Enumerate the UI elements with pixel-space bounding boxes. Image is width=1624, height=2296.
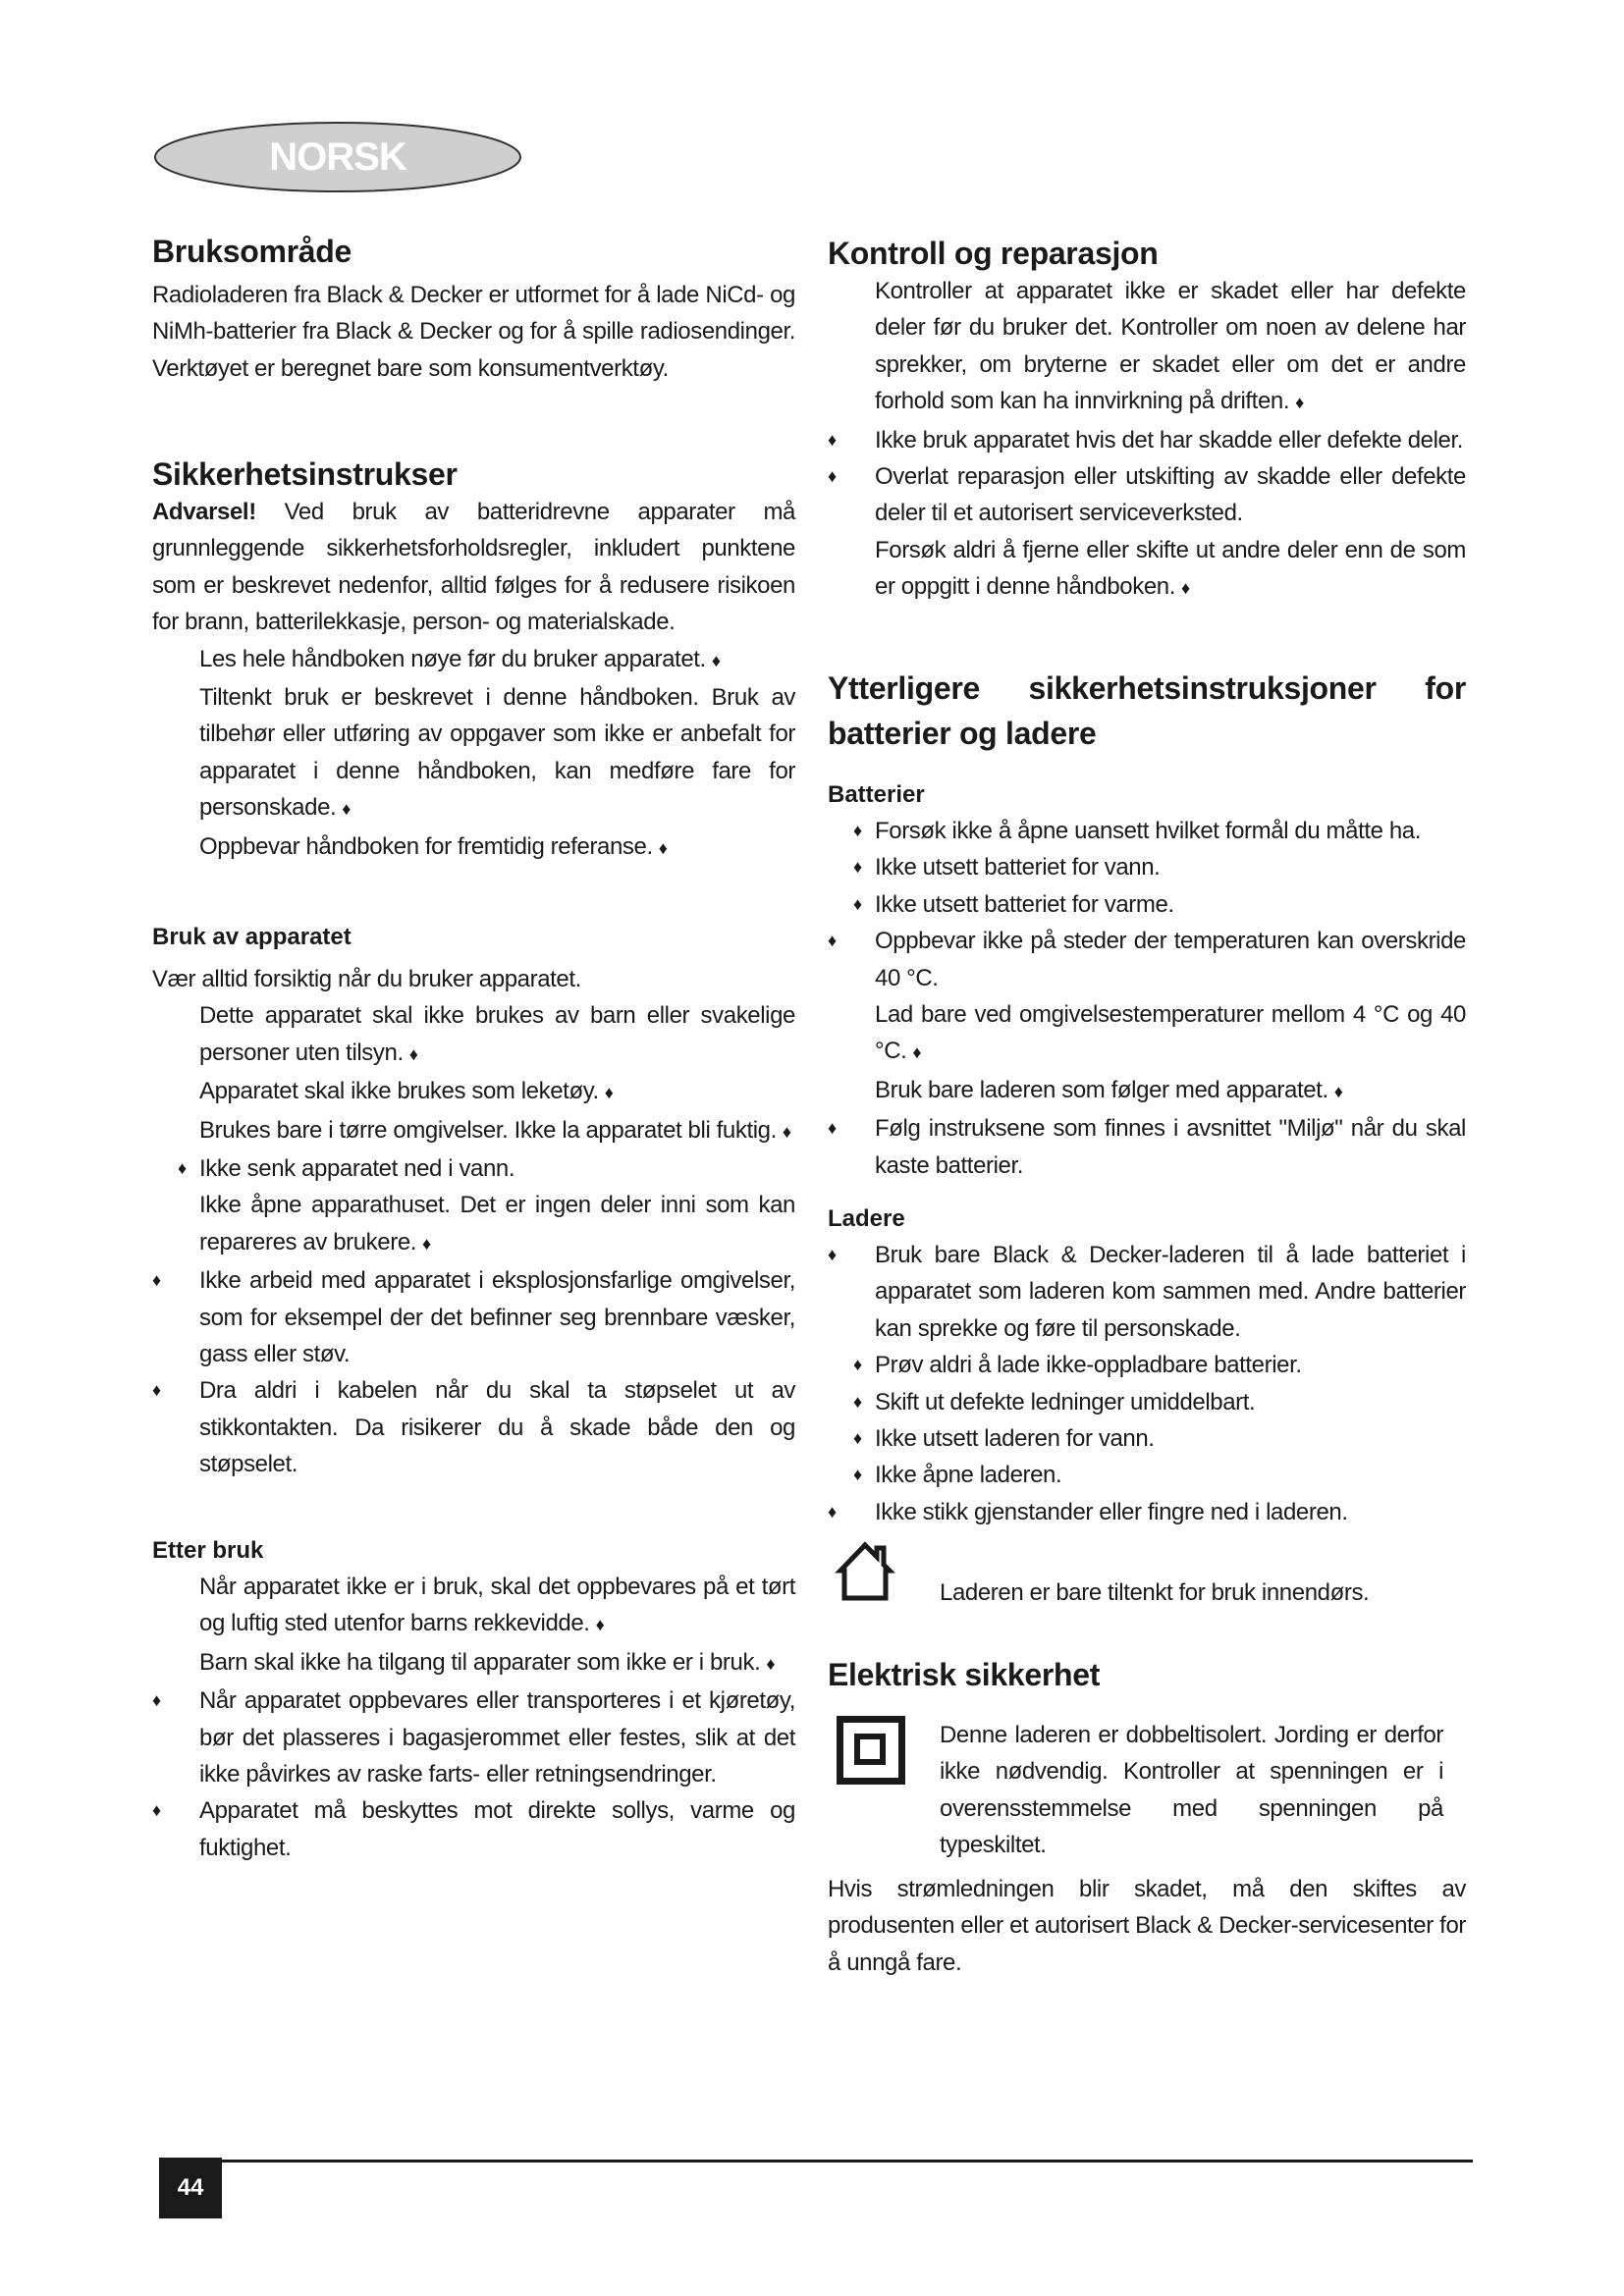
item-text: Ikke åpne apparathuset. Det er ingen deler inni som kan repareres av brukere. <box>199 1192 795 1255</box>
section-etter-bruk <box>152 1533 795 1866</box>
list-item <box>152 1792 795 1866</box>
list-item <box>199 679 795 828</box>
list-item <box>199 1187 795 1262</box>
item-text: Barn skal ikke ha tilgang til apparater som ikke er i bruk. <box>199 1648 761 1676</box>
list-item <box>853 849 1466 885</box>
item-text: Apparatet må beskyttes mot direkte sollys, varme og fuktighet. <box>199 1797 795 1861</box>
item-text: Forsøk aldri å fjerne eller skifte ut andre deler enn de som er oppgitt i denne håndboken. <box>875 536 1466 601</box>
heading-batterier: Batterier <box>828 781 925 808</box>
bullet-icon: ♦ <box>828 1118 837 1139</box>
item-text: Skift ut defekte ledninger umiddelbart. <box>875 1388 1256 1415</box>
bullet-icon: ♦ <box>152 1380 161 1401</box>
indoor-note: Laderen er bare tiltenkt for bruk innendørs. <box>940 1579 1370 1606</box>
cord-text: Hvis strømledningen blir skadet, må den skiftes av produsenten eller et autorisert Black & Decker-servicesenter for å unngå fare. <box>828 1876 1466 1976</box>
item-text: Lad bare ved omgivelsestemperaturer mellom 4 °C og 40 °C. <box>875 1001 1466 1065</box>
double-insulation-icon <box>837 1716 905 1785</box>
item-text: Oppbevar håndboken for fremtidig referanse. <box>199 832 653 860</box>
bullet-icon: ♦ <box>711 650 721 670</box>
bullet-icon: ♦ <box>152 1270 161 1291</box>
bullet-icon: ♦ <box>408 1043 418 1064</box>
list-item <box>178 1150 795 1187</box>
item-text: Les hele håndboken nøye før du bruker apparatet. <box>199 645 706 672</box>
list-item <box>853 1457 1466 1493</box>
list-item <box>875 1072 1466 1110</box>
item-text: Ikke arbeid med apparatet i eksplosjonsfarlige omgivelser, som for eksempel der det befinner seg brennbare væsker, gass eller støv. <box>199 1267 795 1368</box>
list-item <box>828 458 1466 532</box>
bullet-icon: ♦ <box>152 1690 161 1711</box>
bullet-icon: ♦ <box>828 466 837 487</box>
list-item <box>828 923 1466 996</box>
bullet-icon: ♦ <box>912 1042 922 1063</box>
item-text: Ikke stikk gjenstander eller fingre ned i laderen. <box>875 1498 1348 1525</box>
list-item <box>152 1682 795 1792</box>
item-text: Når apparatet oppbevares eller transporteres i et kjøretøy, bør det plasseres i bagasjerommet eller festes, slik at det ikke påvirkes av raske farts- eller retningsendringer. <box>199 1687 795 1789</box>
list-item <box>152 1262 795 1372</box>
list-item <box>853 886 1466 923</box>
item-text: Brukes bare i tørre omgivelser. Ikke la apparatet bli fuktig. <box>199 1116 777 1144</box>
heading-kontroll: Kontroll og reparasjon <box>828 236 1159 271</box>
item-text: Ikke bruk apparatet hvis det har skadde eller defekte deler. <box>875 426 1464 454</box>
item-text: Bruk bare Black & Decker-laderen til å lade batteriet i apparatet som laderen kom sammen med. Andre batterier kan sprekke og føre til personskade. <box>875 1242 1466 1342</box>
item-text: Apparatet skal ikke brukes som leketøy. <box>199 1078 599 1105</box>
list-item <box>853 1420 1466 1457</box>
item-text: Ikke åpne laderen. <box>875 1462 1062 1489</box>
bullet-icon: ♦ <box>1295 393 1304 413</box>
bullet-icon: ♦ <box>595 1615 605 1635</box>
item-text: Ikke utsett laderen for vann. <box>875 1425 1155 1453</box>
bullet-icon: ♦ <box>1181 578 1190 599</box>
heading-sikkerhetsinstrukser: Sikkerhetsinstrukser <box>152 456 458 492</box>
list-item <box>828 1110 1466 1184</box>
section-sikkerhetsinstrukser <box>152 454 795 867</box>
bullet-icon: ♦ <box>853 857 862 878</box>
item-text: Dra aldri i kabelen når du skal ta støpselet ut av stikkontakten. Da risikerer du å skade både den og støpselet. <box>199 1377 795 1478</box>
bullet-icon: ♦ <box>828 429 837 450</box>
house-icon <box>835 1539 895 1609</box>
language-label: NORSK <box>269 134 406 179</box>
item-text: Bruk bare laderen som følger med apparatet. <box>875 1076 1328 1103</box>
bullet-icon: ♦ <box>766 1653 776 1674</box>
list-item <box>875 996 1466 1072</box>
item-text: Ikke utsett batteriet for varme. <box>875 890 1174 918</box>
section-ladere <box>828 1201 1466 1530</box>
bullet-icon: ♦ <box>828 931 837 951</box>
list-item <box>199 641 795 679</box>
bullet-icon: ♦ <box>853 1465 862 1485</box>
bullet-icon: ♦ <box>853 893 862 914</box>
bullet-icon: ♦ <box>342 799 352 820</box>
list-item <box>199 997 795 1073</box>
item-text: Tiltenkt bruk er beskrevet i denne håndboken. Bruk av tilbehør eller utføring av oppgaver som ikke er anbefalt for apparatet i denne håndboken, kan medføre fare for personskade. <box>199 684 795 822</box>
heading-etter-bruk: Etter bruk <box>152 1537 264 1564</box>
footer-rule <box>221 2160 1473 2163</box>
double-insulated-text: Denne laderen er dobbeltisolert. Jording er derfor ikke nødvendig. Kontroller at spenningen er i overensstemmelse med spenningen på typeskiltet. <box>940 1722 1443 1859</box>
list-item <box>828 1237 1466 1347</box>
list-item <box>853 1347 1466 1383</box>
bullet-icon: ♦ <box>422 1233 431 1254</box>
item-text: Når apparatet ikke er i bruk, skal det oppbevares på et tørt og luftig sted utenfor barns rekkevidde. <box>199 1574 795 1637</box>
language-badge <box>152 120 523 194</box>
item-text: Forsøk ikke å åpne uansett hvilket formål du måtte ha. <box>875 818 1422 844</box>
list-item <box>199 828 795 867</box>
section-kontroll <box>828 234 1466 608</box>
bullet-icon: ♦ <box>828 1245 837 1264</box>
section-elektrisk <box>828 1655 1466 1694</box>
heading-bruk-av-apparatet: Bruk av apparatet <box>152 924 352 950</box>
section-ytterligere <box>828 666 1466 1184</box>
bullet-icon: ♦ <box>853 1428 862 1449</box>
bruk-intro: Vær alltid forsiktig når du bruker apparatet. <box>152 966 581 992</box>
bullet-icon: ♦ <box>604 1083 614 1103</box>
bullet-icon: ♦ <box>658 837 668 858</box>
bullet-icon: ♦ <box>152 1800 161 1821</box>
list-item <box>828 1494 1466 1530</box>
item-text: Ikke utsett batteriet for vann. <box>875 854 1161 881</box>
item-text: Oppbevar ikke på steder der temperaturen kan overskride 40 °C. <box>875 928 1466 991</box>
warning-paragraph <box>152 494 795 641</box>
heading-ytterligere: Ytterligere sikkerhetsinstruksjoner for batterier og ladere <box>828 670 1466 751</box>
list-item <box>199 1644 795 1682</box>
heading-bruksomrade: Bruksområde <box>152 234 352 269</box>
bullet-icon: ♦ <box>178 1158 187 1179</box>
item-text: Følg instruksene som finnes i avsnittet "Miljø" når du skal kaste batterier. <box>875 1115 1466 1179</box>
bullet-icon: ♦ <box>828 1501 837 1522</box>
list-item <box>875 273 1466 422</box>
bullet-icon: ♦ <box>782 1121 791 1142</box>
list-item <box>853 813 1466 849</box>
warning-text: Ved bruk av batteridrevne apparater må grunnleggende sikkerhetsforholdsregler, inkludert punktene som er beskrevet nedenfor, alltid følges for å redusere risikoen for brann, batterilekkasje, person- og materialskade. <box>152 499 795 636</box>
item-text: Kontroller at apparatet ikke er skadet eller har defekte deler før du bruker det. Kontroller om noen av delene har sprekker, om bryterne er skadet eller om det er andre forhold som kan ha innvirkning på driften. <box>875 278 1466 415</box>
section-bruksomrade <box>152 232 795 387</box>
list-item <box>199 1112 795 1150</box>
item-text: Ikke senk apparatet ned i vann. <box>199 1155 515 1183</box>
bruksomrade-text: Radioladeren fra Black & Decker er utformet for å lade NiCd- og NiMh-batterier fra Black & Decker og for å spille radiosendinger. Verktøyet er beregnet bare som konsumentverktøy. <box>152 282 795 382</box>
item-text: Overlat reparasjon eller utskifting av skadde eller defekte deler til et autorisert serviceverksted. <box>875 463 1466 527</box>
section-bruk-av-apparatet <box>152 920 795 1483</box>
item-text: Dette apparatet skal ikke brukes av barn eller svakelige personer uten tilsyn. <box>199 1002 795 1066</box>
bullet-icon: ♦ <box>853 1355 862 1375</box>
list-item <box>828 422 1466 458</box>
page-number: 44 <box>159 2158 222 2218</box>
item-text: Prøv aldri å lade ikke-oppladbare batterier. <box>875 1352 1302 1379</box>
bullet-icon: ♦ <box>1333 1081 1343 1101</box>
heading-ladere: Ladere <box>828 1205 905 1232</box>
bullet-icon: ♦ <box>853 821 862 840</box>
heading-elektrisk: Elektrisk sikkerhet <box>828 1657 1101 1692</box>
bullet-icon: ♦ <box>853 1391 862 1412</box>
list-item <box>152 1372 795 1482</box>
list-item <box>875 532 1466 608</box>
list-item <box>199 1569 795 1644</box>
list-item <box>199 1073 795 1111</box>
warning-label: Advarsel! <box>152 499 256 525</box>
list-item <box>853 1384 1466 1420</box>
